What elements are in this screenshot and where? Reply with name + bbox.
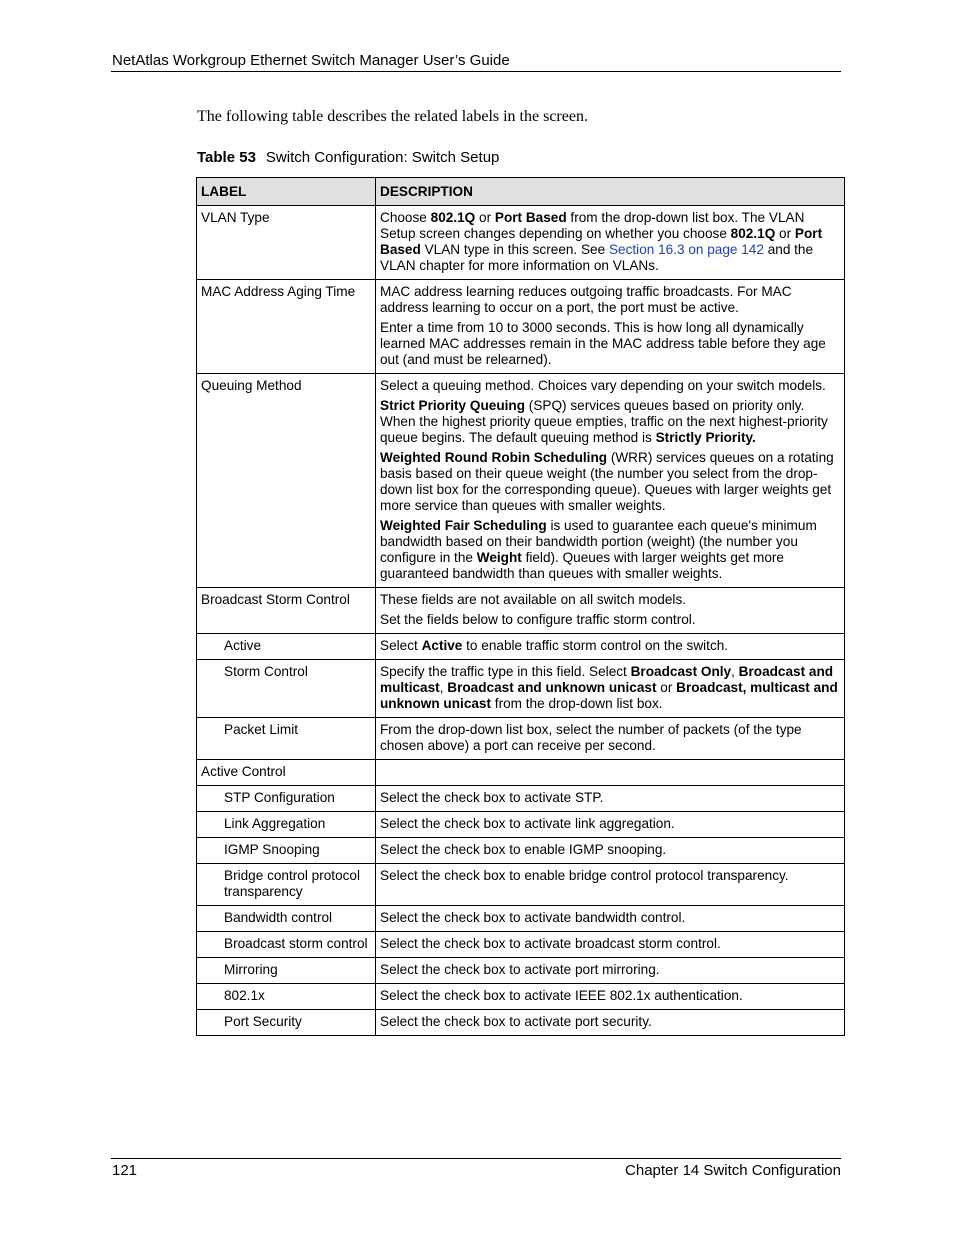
- row-description: [376, 812, 845, 838]
- row-label: Broadcast storm control: [197, 932, 376, 958]
- bold-term: Weighted Round Robin Scheduling: [380, 450, 608, 465]
- row-label: Active: [197, 634, 376, 660]
- row-description: [376, 958, 845, 984]
- description-paragraph: [380, 592, 840, 608]
- bold-term: Port Based: [494, 210, 567, 225]
- table-number: Table 53: [197, 149, 256, 166]
- text-run: Select the check box to activate bandwidth control.: [380, 910, 686, 925]
- row-description: [376, 864, 845, 906]
- text-run: and the VLAN chapter for more information on VLANs.: [380, 242, 814, 273]
- row-description: [376, 932, 845, 958]
- text-run: ,: [439, 680, 448, 695]
- text-run: Select the check box to activate STP.: [380, 790, 604, 805]
- intro-paragraph: The following table describes the related labels in the screen.: [197, 108, 588, 125]
- row-label: Storm Control: [197, 660, 376, 718]
- text-run: Select the check box to activate port mirroring.: [380, 962, 660, 977]
- header-rule: [111, 71, 841, 72]
- table-row: [197, 280, 845, 374]
- row-description: [376, 786, 845, 812]
- description-paragraph: [380, 1014, 840, 1030]
- table-title: Switch Configuration: Switch Setup: [265, 149, 500, 166]
- bold-term: 802.1Q: [430, 210, 476, 225]
- table-row: [197, 206, 845, 280]
- row-label: VLAN Type: [197, 206, 376, 280]
- bold-term: Broadcast Only: [630, 664, 732, 679]
- text-run: From the drop-down list box, select the number of packets (of the type chosen above) a port can receive per second.: [380, 722, 802, 753]
- row-description: [376, 206, 845, 280]
- row-description: [376, 760, 845, 786]
- table-row: [197, 760, 845, 786]
- table-row: [197, 660, 845, 718]
- text-run: ,: [731, 664, 739, 679]
- row-description: [376, 906, 845, 932]
- table-row: [197, 1010, 845, 1036]
- text-run: or: [656, 680, 677, 695]
- bold-term: Broadcast, multicast and unknown unicast: [380, 680, 838, 711]
- bold-term: Weight: [476, 550, 522, 565]
- row-description: [376, 374, 845, 588]
- table-header-row: [197, 178, 845, 206]
- row-description: [376, 634, 845, 660]
- description-paragraph: [380, 518, 840, 582]
- text-run: These fields are not available on all switch models.: [380, 592, 687, 607]
- description-paragraph: [380, 722, 840, 754]
- row-label: Link Aggregation: [197, 812, 376, 838]
- row-label: STP Configuration: [197, 786, 376, 812]
- description-paragraph: [380, 910, 840, 926]
- table-row: [197, 718, 845, 760]
- text-run: MAC address learning reduces outgoing traffic broadcasts. For MAC address learning to occur on a port, the port must be active.: [380, 284, 792, 315]
- description-paragraph: [380, 936, 840, 952]
- text-run: Set the fields below to configure traffic storm control.: [380, 612, 696, 627]
- chapter-title: Chapter 14 Switch Configuration: [625, 1162, 841, 1179]
- text-run: or: [775, 226, 795, 241]
- row-label: MAC Address Aging Time: [197, 280, 376, 374]
- text-run: field). Queues with larger weights get more guaranteed bandwidth than queues with smaller weights.: [380, 550, 784, 581]
- description-paragraph: [380, 664, 840, 712]
- description-paragraph: [380, 868, 840, 884]
- row-label: 802.1x: [197, 984, 376, 1010]
- description-paragraph: [380, 398, 840, 446]
- text-run: (WRR) services queues on a rotating basis based on their queue weight (the number you select from the drop-down list box for the corresponding queue). Queues with larger weights get more service than queues with smaller weights.: [380, 450, 834, 513]
- table-body: [197, 206, 845, 1036]
- cross-reference-link[interactable]: Section 16.3 on page 142: [608, 242, 764, 257]
- label-column-header: LABEL: [197, 178, 376, 206]
- bold-term: Active: [421, 638, 463, 653]
- table-row: [197, 864, 845, 906]
- row-description: [376, 280, 845, 374]
- description-paragraph: [380, 638, 840, 654]
- row-label: Port Security: [197, 1010, 376, 1036]
- text-run: Select the check box to enable bridge control protocol transparency.: [380, 868, 789, 883]
- table-row: [197, 812, 845, 838]
- row-description: [376, 660, 845, 718]
- description-column-header: DESCRIPTION: [376, 178, 845, 206]
- text-run: Select the check box to enable IGMP snooping.: [380, 842, 667, 857]
- table-row: [197, 634, 845, 660]
- table-row: [197, 932, 845, 958]
- table-row: [197, 374, 845, 588]
- row-label: Bandwidth control: [197, 906, 376, 932]
- row-label: Bridge control protocol transparency: [197, 864, 376, 906]
- row-label: Packet Limit: [197, 718, 376, 760]
- description-paragraph: [380, 790, 840, 806]
- description-paragraph: [380, 284, 840, 316]
- table-row: [197, 984, 845, 1010]
- description-paragraph: [380, 842, 840, 858]
- switch-setup-table: [196, 177, 845, 1036]
- text-run: is used to guarantee each queue's minimum bandwidth based on their bandwidth portion (weight) (the number you configure in the: [380, 518, 817, 565]
- bold-term: Broadcast and multicast: [380, 664, 834, 695]
- bold-term: Strict Priority Queuing: [380, 398, 526, 413]
- description-paragraph: [380, 962, 840, 978]
- text-run: to enable traffic storm control on the switch.: [462, 638, 729, 653]
- text-run: Select the check box to activate port security.: [380, 1014, 652, 1029]
- row-label: Active Control: [197, 760, 376, 786]
- text-run: Select: [380, 638, 422, 653]
- text-run: from the drop-down list box. The VLAN Setup screen changes depending on whether you choose: [380, 210, 805, 241]
- text-run: (SPQ) services queues based on priority only. When the highest priority queue empties, traffic on the next highest-priority queue begins. The default queuing method is: [380, 398, 828, 445]
- text-run: Select the check box to activate link aggregation.: [380, 816, 675, 831]
- table-caption: [197, 148, 499, 168]
- description-paragraph: [380, 320, 840, 368]
- bold-term: 802.1Q: [730, 226, 776, 241]
- description-paragraph: [380, 378, 840, 394]
- bold-term: Strictly Priority.: [655, 430, 756, 445]
- row-description: [376, 718, 845, 760]
- text-run: Enter a time from 10 to 3000 seconds. This is how long all dynamically learned MAC addresses remain in the MAC address table before they age out (and must be relearned).: [380, 320, 826, 367]
- table-row: [197, 786, 845, 812]
- bold-term: Port Based: [380, 226, 823, 257]
- row-description: [376, 1010, 845, 1036]
- description-paragraph: [380, 450, 840, 514]
- table-row: [197, 588, 845, 634]
- table-row: [197, 958, 845, 984]
- text-run: Select a queuing method. Choices vary depending on your switch models.: [380, 378, 826, 393]
- text-run: or: [475, 210, 495, 225]
- bold-term: Weighted Fair Scheduling: [380, 518, 547, 533]
- text-run: Specify the traffic type in this field. Select: [380, 664, 631, 679]
- description-paragraph: [380, 988, 840, 1004]
- row-label: Mirroring: [197, 958, 376, 984]
- text-run: Select the check box to activate broadcast storm control.: [380, 936, 721, 951]
- footer-rule: [111, 1158, 841, 1159]
- text-run: from the drop-down list box.: [491, 696, 663, 711]
- text-run: Select the check box to activate IEEE 802.1x authentication.: [380, 988, 743, 1003]
- description-paragraph: [380, 816, 840, 832]
- text-run: Choose: [380, 210, 431, 225]
- row-label: Broadcast Storm Control: [197, 588, 376, 634]
- description-paragraph: [380, 210, 840, 274]
- description-paragraph: [380, 612, 840, 628]
- page-number: 121: [112, 1162, 138, 1179]
- running-header: NetAtlas Workgroup Ethernet Switch Manager User’s Guide: [112, 52, 510, 69]
- table-row: [197, 906, 845, 932]
- bold-term: Broadcast and unknown unicast: [447, 680, 657, 695]
- table-row: [197, 838, 845, 864]
- row-description: [376, 838, 845, 864]
- row-description: [376, 984, 845, 1010]
- row-description: [376, 588, 845, 634]
- row-label: IGMP Snooping: [197, 838, 376, 864]
- text-run: VLAN type in this screen. See: [420, 242, 609, 257]
- row-label: Queuing Method: [197, 374, 376, 588]
